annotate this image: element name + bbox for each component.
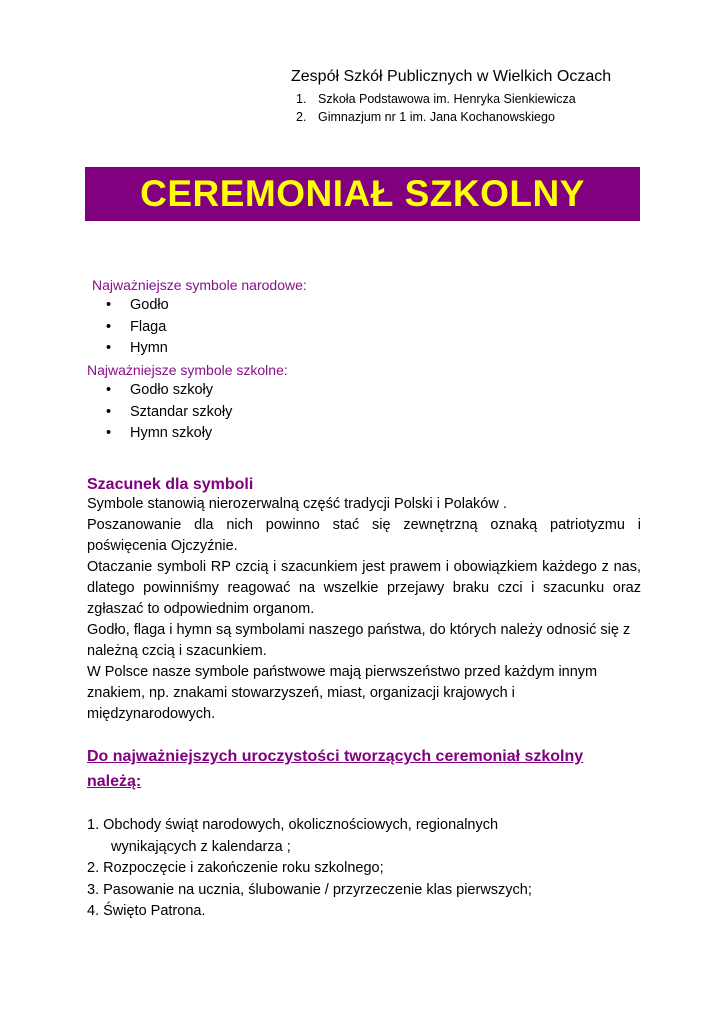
school-item: 1. Szkoła Podstawowa im. Henryka Sienkiewicza <box>296 92 576 106</box>
list-item: 4. Święto Patrona. <box>87 903 206 920</box>
bullet-icon: • <box>106 318 112 335</box>
ceremonies-list <box>87 815 641 923</box>
title-banner <box>85 167 640 221</box>
school-complex-name: Zespół Szkół Publicznych w Wielkich Oczach <box>291 68 612 85</box>
list-item: 3. Pasowanie na ucznia, ślubowanie / przyrzeczenie klas pierwszych; <box>87 881 532 898</box>
bullet-icon: • <box>106 403 112 420</box>
national-symbols-heading: Najważniejsze symbole narodowe: <box>92 277 307 293</box>
paragraph: Poszanowanie dla nich powinno stać się zewnętrzną oznaką patriotyzmu i poświęcenia Ojczyźnie. <box>87 517 641 554</box>
list-item: 1. Obchody świąt narodowych, okolicznościowych, regionalnych wynikających z kalendarza ; <box>87 817 499 855</box>
list-item: • Godło <box>106 295 169 317</box>
school-symbols-list <box>106 380 232 445</box>
paragraph: W Polsce nasze symbole państwowe mają pierwszeństwo przed każdym innym znakiem, np. znakami stowarzyszeń, miast, organizacji krajowych i międzynarodowych. <box>87 664 598 722</box>
paragraph: Otaczanie symboli RP czcią i szacunkiem jest prawem i obowiązkiem każdego z nas, dlatego powinniśmy reagować na wszelkie przejawy braku czci i szacunku oraz zgłaszać to odpowiednim organom. <box>87 559 641 617</box>
school-list <box>296 90 576 126</box>
respect-section-title: Szacunek dla symboli <box>87 476 254 493</box>
respect-section-body <box>87 494 641 725</box>
list-item: • Hymn <box>106 338 169 360</box>
list-item: • Godło szkoły <box>106 380 232 402</box>
national-symbols-list <box>106 295 169 360</box>
list-item: • Hymn szkoły <box>106 423 232 445</box>
list-item: • Flaga <box>106 317 169 339</box>
paragraph: Symbole stanowią nierozerwalną część tradycji Polski i Polaków . <box>87 496 507 512</box>
bullet-icon: • <box>106 340 112 357</box>
page-title: CEREMONIAŁ SZKOLNY <box>140 173 585 214</box>
school-item: 2. Gimnazjum nr 1 im. Jana Kochanowskiego <box>296 110 555 124</box>
list-item: • Sztandar szkoły <box>106 402 232 424</box>
paragraph: Godło, flaga i hymn są symbolami naszego państwa, do których należy odnosić się z należną czcią i szacunkiem. <box>87 622 631 659</box>
ceremonies-section-title: Do najważniejszych uroczystości tworzących ceremoniał szkolny należą: <box>87 748 584 790</box>
bullet-icon: • <box>106 382 112 398</box>
bullet-icon: • <box>106 425 112 442</box>
list-item: 2. Rozpoczęcie i zakończenie roku szkolnego; <box>87 860 384 877</box>
school-symbols-heading: Najważniejsze symbole szkolne: <box>87 362 288 378</box>
bullet-icon: • <box>106 297 112 313</box>
